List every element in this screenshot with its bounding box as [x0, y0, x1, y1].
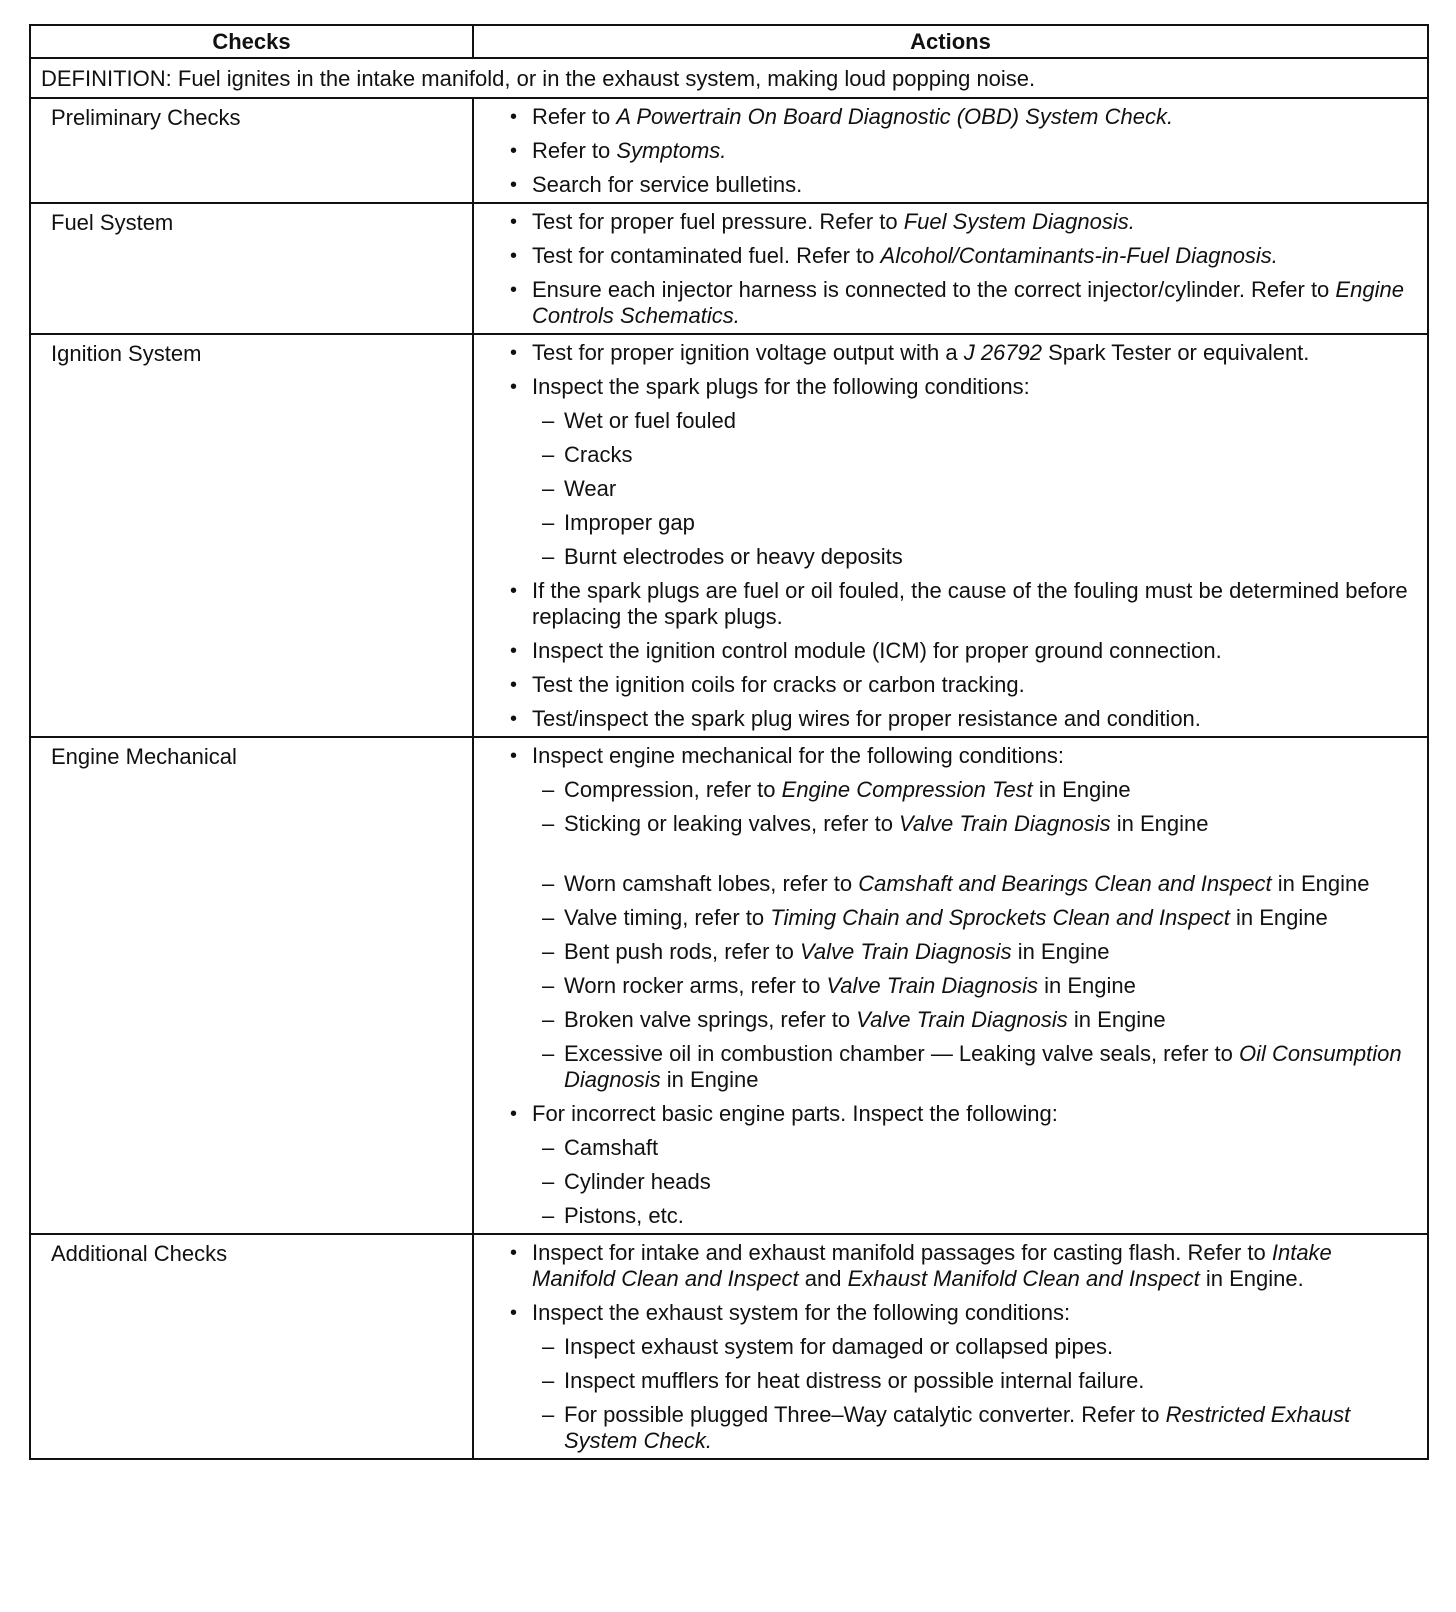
condition-item: [532, 1135, 1417, 1161]
action-text: Cylinder heads: [564, 1169, 711, 1194]
action-item-text: [532, 138, 1417, 164]
condition-item: [532, 442, 1417, 468]
action-text: Inspect the spark plugs for the following conditions:: [532, 374, 1030, 399]
action-item: [474, 638, 1417, 664]
condition-list: [532, 408, 1417, 570]
action-text: Search for service bulletins.: [532, 172, 803, 197]
reference-link-text: J 26792: [963, 340, 1042, 365]
action-item-text: [532, 1300, 1417, 1326]
action-text: Test/inspect the spark plug wires for proper resistance and condition.: [532, 706, 1201, 731]
action-item: [474, 340, 1417, 366]
action-text: Inspect the ignition control module (ICM) for proper ground connection.: [532, 638, 1222, 663]
action-item: [474, 243, 1417, 269]
action-item: [474, 209, 1417, 235]
table-row: [30, 737, 1428, 1234]
action-item: [474, 277, 1417, 329]
action-text: in Engine.: [1199, 1266, 1304, 1291]
definition-text: DEFINITION: Fuel ignites in the intake manifold, or in the exhaust system, making loud popping noise.: [30, 58, 1428, 98]
reference-link-text: Oil Consumption Diagnosis: [564, 1041, 1402, 1092]
action-text: Pistons, etc.: [564, 1203, 684, 1228]
action-text: Inspect the exhaust system for the following conditions:: [532, 1300, 1071, 1325]
condition-item: [532, 1169, 1417, 1195]
action-item: [474, 743, 1417, 1093]
condition-item: [532, 777, 1417, 803]
action-text: If the spark plugs are fuel or oil fouled, the cause of the fouling must be determined before replacing the spark plugs.: [532, 578, 1408, 629]
action-item: [474, 138, 1417, 164]
reference-link-text: Exhaust Manifold Clean and Inspect: [847, 1266, 1200, 1291]
column-header-actions: Actions: [473, 25, 1428, 58]
action-text: in Engine: [1110, 811, 1209, 836]
action-text: Broken valve springs, refer to: [564, 1007, 857, 1032]
action-text: Inspect mufflers for heat distress or possible internal failure.: [564, 1368, 1145, 1393]
action-text: Excessive oil in combustion chamber — Leaking valve seals, refer to: [564, 1041, 1239, 1066]
action-text: Improper gap: [564, 510, 695, 535]
action-item-text: [532, 104, 1417, 130]
action-text: Wear: [564, 476, 617, 501]
condition-item: [532, 1007, 1417, 1033]
action-text: Worn camshaft lobes, refer to: [564, 871, 859, 896]
condition-item: [532, 1368, 1417, 1394]
table-row: [30, 203, 1428, 334]
action-text: Test the ignition coils for cracks or carbon tracking.: [532, 672, 1025, 697]
action-item-text: [532, 706, 1417, 732]
action-text: Wet or fuel fouled: [564, 408, 737, 433]
action-text: in Engine: [1011, 939, 1110, 964]
action-list: [474, 209, 1417, 329]
check-category: Additional Checks: [30, 1234, 473, 1459]
action-text: Compression, refer to: [564, 777, 782, 802]
action-text: in Engine: [1037, 973, 1136, 998]
action-item-text: [532, 243, 1417, 269]
condition-list: [532, 1334, 1417, 1454]
reference-link-text: Timing Chain and Sprockets Clean and Inspect: [770, 905, 1230, 930]
action-item: [474, 1300, 1417, 1454]
condition-item: [532, 476, 1417, 502]
reference-link-text: Fuel System Diagnosis.: [903, 209, 1135, 234]
condition-item: [532, 811, 1417, 837]
reference-link-text: Symptoms.: [616, 138, 727, 163]
reference-link-text: Valve Train Diagnosis: [826, 973, 1038, 998]
action-item: [474, 374, 1417, 570]
action-text: Cracks: [564, 442, 633, 467]
action-item-text: [532, 209, 1417, 235]
reference-link-text: Intake Manifold Clean and Inspect: [532, 1240, 1332, 1291]
check-category: Ignition System: [30, 334, 473, 737]
action-text: Burnt electrodes or heavy deposits: [564, 544, 903, 569]
action-item-text: [532, 340, 1417, 366]
table-header-row: [30, 25, 1428, 58]
action-item-text: [532, 743, 1417, 769]
reference-link-text: Valve Train Diagnosis: [856, 1007, 1068, 1032]
check-category: Fuel System: [30, 203, 473, 334]
action-text: in Engine: [1032, 777, 1131, 802]
condition-item: [532, 871, 1417, 897]
actions-cell: [473, 98, 1428, 203]
check-category: Preliminary Checks: [30, 98, 473, 203]
action-item: [474, 1240, 1417, 1292]
table-row: [30, 1234, 1428, 1459]
action-text: Spark Tester or equivalent.: [1042, 340, 1310, 365]
reference-link-text: Camshaft and Bearings Clean and Inspect: [858, 871, 1272, 896]
action-text: in Engine: [1271, 871, 1370, 896]
action-text: Test for proper fuel pressure. Refer to: [532, 209, 904, 234]
reference-link-text: Alcohol/Contaminants-in-Fuel Diagnosis.: [880, 243, 1278, 268]
action-text: in Engine: [1067, 1007, 1166, 1032]
action-list: [474, 340, 1417, 732]
condition-item: [532, 510, 1417, 536]
action-item: [474, 672, 1417, 698]
action-list: [474, 104, 1417, 198]
actions-cell: [473, 334, 1428, 737]
action-text: Refer to: [532, 104, 617, 129]
condition-item: [532, 1203, 1417, 1229]
condition-item: [532, 905, 1417, 931]
action-text: in Engine: [1229, 905, 1328, 930]
action-item-text: [532, 578, 1417, 630]
action-text: Camshaft: [564, 1135, 659, 1160]
condition-item: [532, 973, 1417, 999]
reference-link-text: Engine Controls Schematics.: [532, 277, 1404, 328]
action-text: Bent push rods, refer to: [564, 939, 801, 964]
actions-cell: [473, 203, 1428, 334]
condition-item: [532, 939, 1417, 965]
action-text: Sticking or leaking valves, refer to: [564, 811, 900, 836]
action-text: and: [798, 1266, 848, 1291]
action-text: Inspect engine mechanical for the following conditions:: [532, 743, 1064, 768]
diagnostic-table: [29, 24, 1429, 1460]
action-text: Refer to: [532, 138, 617, 163]
action-list: [474, 743, 1417, 1229]
condition-item: [532, 544, 1417, 570]
action-text: Inspect for intake and exhaust manifold passages for casting flash. Refer to: [532, 1240, 1272, 1265]
action-item-text: [532, 374, 1417, 400]
condition-list: [532, 1135, 1417, 1229]
action-item: [474, 1101, 1417, 1229]
document-page: [29, 24, 1427, 1460]
condition-list: [532, 777, 1417, 1093]
action-item: [474, 578, 1417, 630]
check-category: Engine Mechanical: [30, 737, 473, 1234]
condition-item: [532, 1402, 1417, 1454]
action-text: For possible plugged Three–Way catalytic converter. Refer to: [564, 1402, 1166, 1427]
action-text: Inspect exhaust system for damaged or collapsed pipes.: [564, 1334, 1114, 1359]
action-item-text: [532, 277, 1417, 329]
action-text: For incorrect basic engine parts. Inspect the following:: [532, 1101, 1058, 1126]
reference-link-text: A Powertrain On Board Diagnostic (OBD) System Check.: [616, 104, 1174, 129]
action-list: [474, 1240, 1417, 1454]
reference-link-text: Valve Train Diagnosis: [899, 811, 1111, 836]
table-row: [30, 98, 1428, 203]
action-text: Worn rocker arms, refer to: [564, 973, 827, 998]
action-text: Ensure each injector harness is connected to the correct injector/cylinder. Refer to: [532, 277, 1336, 302]
table-body: [30, 58, 1428, 1459]
reference-link-text: Engine Compression Test: [781, 777, 1033, 802]
column-header-checks: Checks: [30, 25, 473, 58]
action-text: Test for proper ignition voltage output with a: [532, 340, 964, 365]
condition-item: [532, 408, 1417, 434]
condition-item: [532, 1041, 1417, 1093]
reference-link-text: Restricted Exhaust System Check.: [564, 1402, 1351, 1453]
action-item-text: [532, 1101, 1417, 1127]
action-text: Valve timing, refer to: [564, 905, 771, 930]
actions-cell: [473, 737, 1428, 1234]
actions-cell: [473, 1234, 1428, 1459]
action-item: [474, 104, 1417, 130]
action-item: [474, 706, 1417, 732]
action-text: Test for contaminated fuel. Refer to: [532, 243, 881, 268]
table-row: [30, 334, 1428, 737]
action-item-text: [532, 1240, 1417, 1292]
definition-row: [30, 58, 1428, 98]
action-item: [474, 172, 1417, 198]
action-item-text: [532, 638, 1417, 664]
condition-item: [532, 1334, 1417, 1360]
action-item-text: [532, 672, 1417, 698]
action-item-text: [532, 172, 1417, 198]
reference-link-text: Valve Train Diagnosis: [800, 939, 1012, 964]
action-text: in Engine: [660, 1067, 759, 1092]
